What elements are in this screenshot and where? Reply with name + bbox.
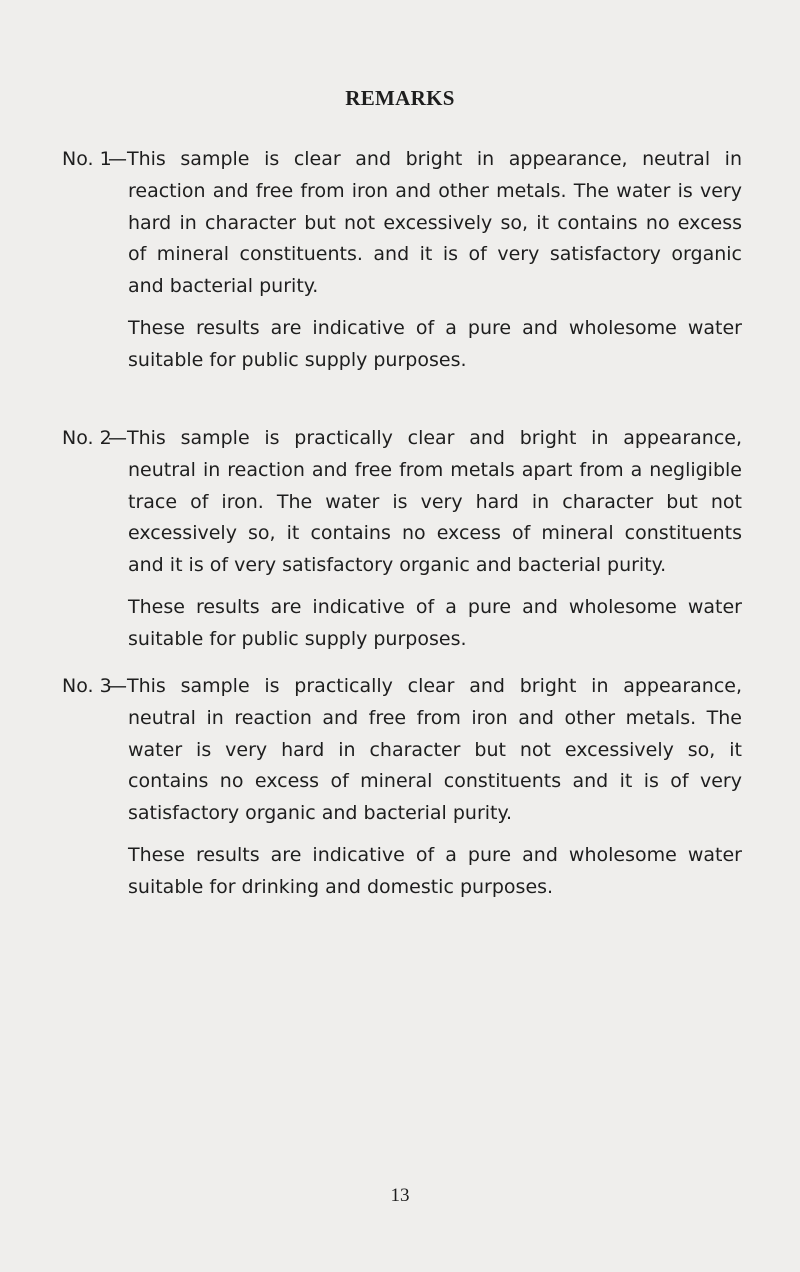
remark-lead-text: —This sample is clear and bright in appearance, neutral in reaction and free from iron and other metals. The water is very hard in character but not excessively so, it contains no excess of mineral constituents. and it is of very satisfactory organic and bacterial purity. xyxy=(108,148,742,298)
page-number: 13 xyxy=(390,1185,410,1206)
remark-lead-text: —This sample is practically clear and bright in appearance, neutral in reaction and free from iron and other metals. The water is very hard in character but not excessively so, it contains no excess of mineral constituents and it is of very satisfactory organic and bacterial purity. xyxy=(108,675,742,825)
remark-text xyxy=(108,671,742,830)
remark-number: No. 1 xyxy=(62,148,112,170)
remark-number: No. 2 xyxy=(62,427,112,449)
remark-conclusion: These results are indicative of a pure and wholesome water suitable for public supply purposes. xyxy=(128,595,742,650)
remark-conclusion: These results are indicative of a pure and wholesome water suitable for drinking and domestic purposes. xyxy=(128,843,742,898)
remark-text xyxy=(108,423,742,582)
remark-3 xyxy=(62,671,742,904)
remark-lead-text: —This sample is practically clear and bright in appearance, neutral in reaction and free from metals apart from a negligible trace of iron. The water is very hard in character but not excessively so, it contains no excess of mineral constituents and it is of very satisfactory organic and bacterial purity. xyxy=(108,427,742,577)
remark-text xyxy=(108,144,742,303)
remark-number: No. 3 xyxy=(62,675,112,697)
remark-conclusion: These results are indicative of a pure and wholesome water suitable for public supply purposes. xyxy=(128,316,742,371)
remark-2 xyxy=(62,423,742,656)
page-title: REMARKS xyxy=(345,86,455,110)
remark-1 xyxy=(62,144,742,377)
